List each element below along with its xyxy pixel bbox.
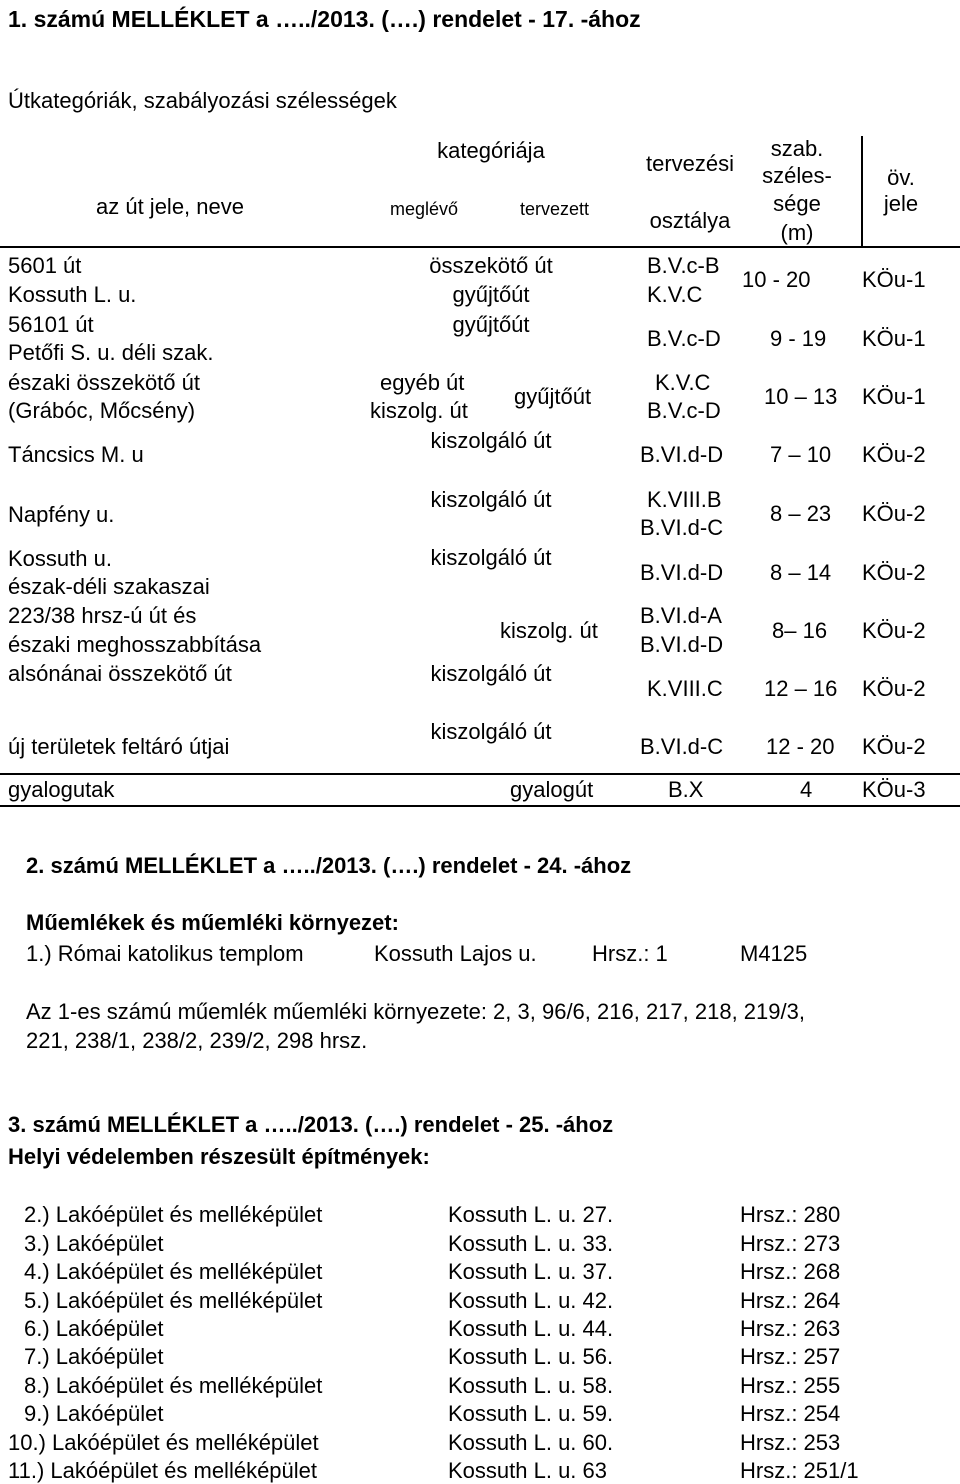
building-address: Kossuth L. u. 59.	[448, 1401, 614, 1426]
road-name: Kossuth u.	[8, 546, 112, 571]
building-hrsz: Hrsz.: 251/1	[740, 1458, 859, 1483]
zone-code: KÖu-1	[862, 384, 926, 409]
building-hrsz: Hrsz.: 257	[740, 1344, 841, 1369]
zone-code: KÖu-2	[862, 734, 926, 759]
zone-code: KÖu-2	[862, 560, 926, 585]
header-zone-1: öv.	[887, 165, 915, 190]
design-class: B.V.c-B	[647, 253, 720, 278]
design-class: B.VI.d-A	[640, 603, 722, 628]
existing-category-2: kiszolg. út	[370, 398, 468, 423]
zone-code: KÖu-1	[862, 267, 926, 292]
design-class-2: K.V.C	[647, 282, 703, 307]
zone-code: KÖu-3	[862, 777, 926, 802]
building-address: Kossuth L. u. 60.	[448, 1430, 614, 1455]
zone-code: KÖu-1	[862, 326, 926, 351]
header-zone-2: jele	[883, 191, 919, 216]
category: kiszolgáló út	[430, 428, 552, 453]
design-class-2: B.VI.d-D	[640, 632, 724, 657]
table-bottom-border	[0, 805, 960, 807]
monument-hrsz: Hrsz.: 1	[592, 941, 668, 966]
monument-address: Kossuth Lajos u.	[374, 941, 537, 966]
environment-text-1: Az 1-es számú műemlék műemléki környezete: 2, 3, 96/6, 216, 217, 218, 219/3,	[26, 999, 805, 1024]
annex1-subtitle: Útkategóriák, szabályozási szélességek	[8, 88, 397, 113]
width: 9 - 19	[770, 326, 827, 351]
building-hrsz: Hrsz.: 264	[740, 1288, 841, 1313]
building-address: Kossuth L. u. 58.	[448, 1373, 614, 1398]
width: 8 – 23	[770, 501, 832, 526]
planned-category: kiszolg. út	[500, 618, 598, 643]
building-hrsz: Hrsz.: 254	[740, 1401, 841, 1426]
zone-code: KÖu-2	[862, 618, 926, 643]
header-planned: tervezett	[520, 199, 590, 219]
road-name: északi összekötő út	[8, 370, 200, 395]
header-design-class-2: osztálya	[649, 208, 731, 233]
width: 10 – 13	[764, 384, 838, 409]
category: összekötő út	[429, 253, 553, 278]
building-name: 3.) Lakóépület	[24, 1231, 164, 1256]
header-width-1: szab.	[770, 136, 824, 161]
building-address: Kossuth L. u. 33.	[448, 1231, 614, 1256]
width: 4	[800, 777, 813, 802]
design-class: B.VI.d-D	[640, 442, 724, 467]
design-class: K.V.C	[655, 370, 711, 395]
existing-category: egyéb út	[380, 370, 465, 395]
category: kiszolgáló út	[430, 661, 552, 686]
building-address: Kossuth L. u. 37.	[448, 1259, 614, 1284]
header-width-4: (m)	[780, 220, 814, 245]
design-class: B.V.c-D	[647, 326, 721, 351]
road-name-2: észak-déli szakaszai	[8, 574, 210, 599]
category-2: gyűjtőút	[452, 282, 530, 307]
building-name: 5.) Lakóépület és melléképület	[24, 1288, 323, 1313]
zone-code: KÖu-2	[862, 442, 926, 467]
zone-code: KÖu-2	[862, 501, 926, 526]
building-hrsz: Hrsz.: 273	[740, 1231, 841, 1256]
category: gyalogút	[510, 777, 594, 802]
building-name: 7.) Lakóépület	[24, 1344, 164, 1369]
annex1-title: 1. számú MELLÉKLET a …../2013. (….) rendelet - 17. -ához	[8, 6, 641, 32]
category: gyűjtőút	[452, 312, 530, 337]
building-name: 8.) Lakóépület és melléképület	[24, 1373, 323, 1398]
header-road-name: az út jele, neve	[96, 194, 244, 219]
header-width-2: széles-	[762, 163, 832, 188]
building-hrsz: Hrsz.: 253	[740, 1430, 841, 1455]
header-design-class-1: tervezési	[645, 151, 735, 176]
road-name-2: Kossuth L. u.	[8, 282, 137, 307]
building-address: Kossuth L. u. 42.	[448, 1288, 614, 1313]
road-name: gyalogutak	[8, 777, 115, 802]
table-header-separator	[861, 136, 863, 248]
category: kiszolgáló út	[430, 719, 552, 744]
planned-category: gyűjtőút	[514, 384, 592, 409]
building-address: Kossuth L. u. 27.	[448, 1202, 614, 1227]
design-class: K.VIII.C	[647, 676, 723, 701]
road-name-2: (Grábóc, Mőcsény)	[8, 398, 196, 423]
road-name: új területek feltáró útjai	[8, 734, 230, 759]
building-hrsz: Hrsz.: 280	[740, 1202, 841, 1227]
design-class: K.VIII.B	[647, 487, 722, 512]
width: 10 - 20	[742, 267, 811, 292]
zone-code: KÖu-2	[862, 676, 926, 701]
design-class-2: B.VI.d-C	[640, 515, 724, 540]
header-category: kategóriája	[437, 138, 545, 163]
annex2-heading: Műemlékek és műemléki környezet:	[26, 910, 399, 935]
design-class: B.X	[668, 777, 704, 802]
building-hrsz: Hrsz.: 255	[740, 1373, 841, 1398]
header-width-3: sége	[773, 191, 821, 216]
design-class-2: B.V.c-D	[647, 398, 721, 423]
width: 8 – 14	[770, 560, 832, 585]
building-name: 11.) Lakóépület és melléképület	[8, 1458, 318, 1483]
monument-code: M4125	[740, 941, 808, 966]
road-name: Napfény u.	[8, 502, 115, 527]
design-class: B.VI.d-D	[640, 560, 724, 585]
building-hrsz: Hrsz.: 263	[740, 1316, 841, 1341]
building-address: Kossuth L. u. 56.	[448, 1344, 614, 1369]
road-name-2: Petőfi S. u. déli szak.	[8, 340, 214, 365]
width: 7 – 10	[770, 442, 832, 467]
width: 12 – 16	[764, 676, 838, 701]
building-name: 6.) Lakóépület	[24, 1316, 164, 1341]
design-class: B.VI.d-C	[640, 734, 724, 759]
road-name: 223/38 hrsz-ú út és	[8, 603, 197, 628]
category: kiszolgáló út	[430, 545, 552, 570]
building-hrsz: Hrsz.: 268	[740, 1259, 841, 1284]
road-name: 5601 út	[8, 253, 82, 278]
width: 12 - 20	[766, 734, 835, 759]
building-name: 9.) Lakóépület	[24, 1401, 164, 1426]
table-lower-divider	[0, 773, 960, 775]
header-existing: meglévő	[390, 199, 459, 219]
building-name: 2.) Lakóépület és melléképület	[24, 1202, 323, 1227]
road-name-2: északi meghosszabbítása	[8, 632, 262, 657]
building-name: 4.) Lakóépület és melléképület	[24, 1259, 323, 1284]
annex3-title: 3. számú MELLÉKLET a …../2013. (….) rendelet - 25. -ához	[8, 1112, 614, 1137]
table-header-divider	[0, 246, 960, 248]
building-name: 10.) Lakóépület és melléképület	[8, 1430, 319, 1455]
annex3-heading: Helyi védelemben részesült építmények:	[8, 1144, 430, 1169]
road-name: Táncsics M. u	[8, 442, 144, 467]
road-name: alsónánai összekötő út	[8, 661, 232, 686]
monument-name: 1.) Római katolikus templom	[26, 941, 304, 966]
environment-text-2: 221, 238/1, 238/2, 239/2, 298 hrsz.	[26, 1028, 368, 1053]
width: 8– 16	[772, 618, 828, 643]
category: kiszolgáló út	[430, 487, 552, 512]
building-address: Kossuth L. u. 44.	[448, 1316, 614, 1341]
building-address: Kossuth L. u. 63	[448, 1458, 607, 1483]
road-name: 56101 út	[8, 312, 94, 337]
annex2-title: 2. számú MELLÉKLET a …../2013. (….) rendelet - 24. -ához	[26, 853, 632, 878]
